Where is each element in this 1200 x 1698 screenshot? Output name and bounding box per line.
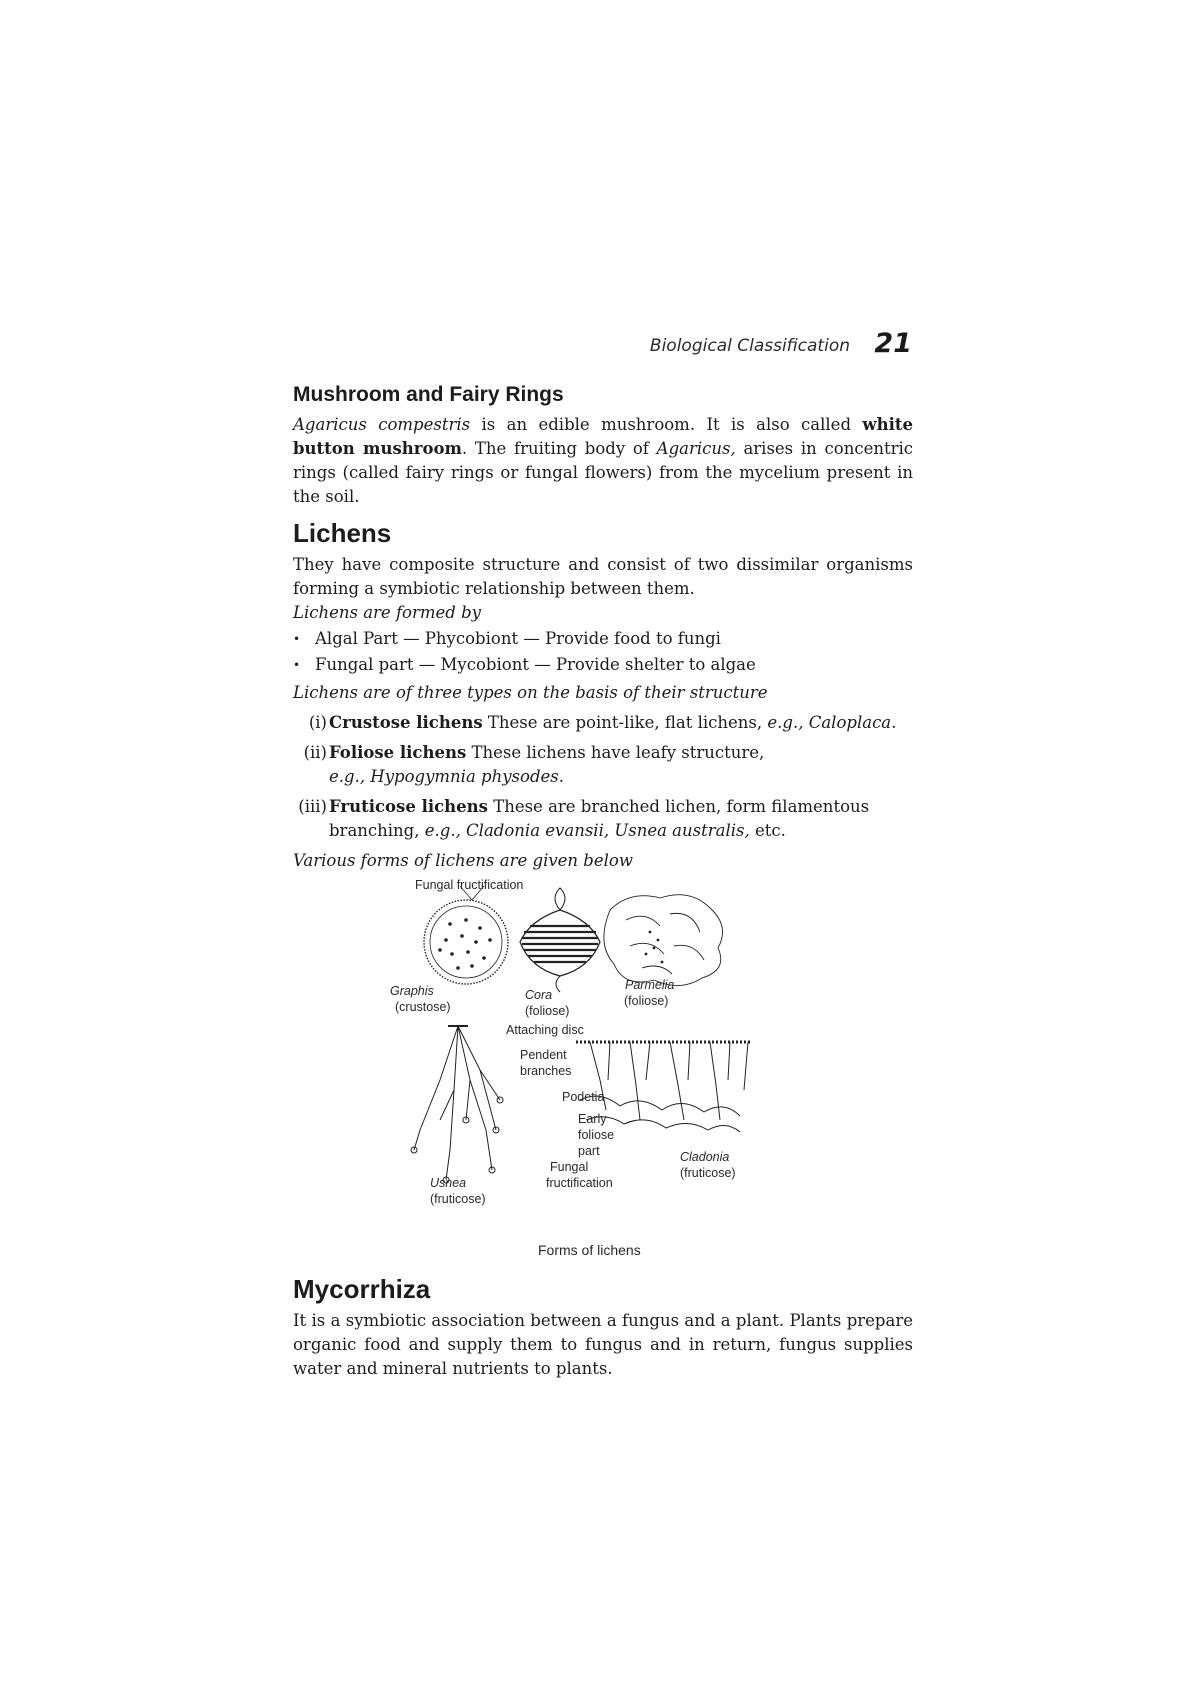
eg-text: e.g., xyxy=(767,713,804,732)
text-run: etc. xyxy=(749,821,786,840)
type-name: Foliose lichens xyxy=(329,743,467,762)
label-cora-type: (foliose) xyxy=(525,1004,570,1018)
list-number xyxy=(293,711,327,735)
graphis-drawing xyxy=(424,886,508,984)
text-run: These are branched lichen, form filamentous branching, xyxy=(329,797,870,840)
list-item: • Algal Part — Phycobiont — Provide food to fungi xyxy=(293,627,913,651)
mycorrhiza-section xyxy=(293,1274,913,1381)
label-cladonia: Cladonia xyxy=(680,1150,730,1164)
number-text: (i) xyxy=(308,713,327,732)
forms-intro: Various forms of lichens are given below xyxy=(293,851,633,870)
heading-mushroom: Mushroom and Fairy Rings xyxy=(293,383,564,406)
label-usnea-type: (fruticose) xyxy=(430,1192,486,1206)
heading-lichens: Lichens xyxy=(293,518,392,548)
text-run: These lichens have leafy structure, xyxy=(466,743,765,762)
label-fungal: Fungal xyxy=(550,1160,589,1174)
running-title: Biological Classification xyxy=(649,336,850,356)
figure-caption: Forms of lichens xyxy=(538,1242,641,1258)
bold-term: white button mushroom xyxy=(293,415,913,458)
label-graphis-type: (crustose) xyxy=(395,1000,451,1014)
text-run: These are point-like, flat lichens, xyxy=(482,713,768,732)
label-podetia: Podetia xyxy=(562,1090,605,1104)
species-name: Agaricus compestris xyxy=(293,415,471,434)
list-number xyxy=(293,741,327,765)
running-header xyxy=(600,328,912,368)
type-item-fruticose xyxy=(293,795,913,843)
main-content xyxy=(293,383,913,873)
genus-name: Agaricus, xyxy=(656,439,736,458)
label-parmelia-type: (foliose) xyxy=(624,994,669,1008)
label-pendent: Pendent xyxy=(520,1048,567,1062)
cora-drawing xyxy=(520,888,600,992)
eg-text: e.g., xyxy=(424,821,461,840)
label-early: Early xyxy=(578,1112,607,1126)
text-run: is an edible mushroom. It is also called xyxy=(470,415,863,434)
heading-mycorrhiza: Mycorrhiza xyxy=(293,1274,431,1304)
example-names: Caloplaca xyxy=(803,713,892,732)
label-cora: Cora xyxy=(525,988,553,1002)
label-attaching-disc: Attaching disc xyxy=(506,1023,584,1037)
example-names: Cladonia evansii, Usnea australis, xyxy=(460,821,750,840)
page-number: 21 xyxy=(874,328,912,359)
parmelia-drawing xyxy=(604,895,723,986)
list-number xyxy=(293,795,327,819)
components-list xyxy=(293,627,913,677)
lichen-figure xyxy=(390,878,810,1270)
mushroom-paragraph xyxy=(293,413,913,509)
number-text: (iii) xyxy=(298,797,327,816)
label-branches: branches xyxy=(520,1064,572,1078)
text-run: . xyxy=(558,767,564,786)
text-run: arises in concentric rings (called fairy rings or fungal flowers) from the mycelium present in the soil. xyxy=(293,439,913,506)
mycorrhiza-paragraph: It is a symbiotic association between a fungus and a plant. Plants prepare organic food and supply them to fungus and in return, fungus supplies water and mineral nutrients to plants. xyxy=(293,1311,913,1378)
types-intro: Lichens are of three types on the basis of their structure xyxy=(293,683,768,702)
number-text: (ii) xyxy=(303,743,327,762)
formed-by-line: Lichens are formed by xyxy=(293,603,481,622)
example-names: Hypogymnia physodes xyxy=(365,767,559,786)
list-item: • Fungal part — Mycobiont — Provide shelter to algae xyxy=(293,653,913,677)
type-item-foliose xyxy=(293,741,913,789)
usnea-drawing xyxy=(411,1026,503,1183)
label-fungal-fructification-top: Fungal fructification xyxy=(415,878,524,892)
lichens-intro: They have composite structure and consist of two dissimilar organisms forming a symbiotic relationship between them. xyxy=(293,555,913,598)
label-parmelia: Parmelia xyxy=(625,978,675,992)
label-cladonia-type: (fruticose) xyxy=(680,1166,736,1180)
label-fructification: fructification xyxy=(546,1176,613,1190)
label-graphis: Graphis xyxy=(390,984,434,998)
type-name: Crustose lichens xyxy=(329,713,483,732)
type-name: Fruticose lichens xyxy=(329,797,488,816)
label-part: part xyxy=(578,1144,600,1158)
label-foliose: foliose xyxy=(578,1128,615,1142)
text-run: . xyxy=(891,713,897,732)
type-item-crustose xyxy=(293,711,913,735)
label-usnea: Usnea xyxy=(430,1176,467,1190)
eg-text: e.g., xyxy=(329,767,366,786)
types-list xyxy=(293,711,913,843)
text-run: . The fruiting body of xyxy=(461,439,657,458)
